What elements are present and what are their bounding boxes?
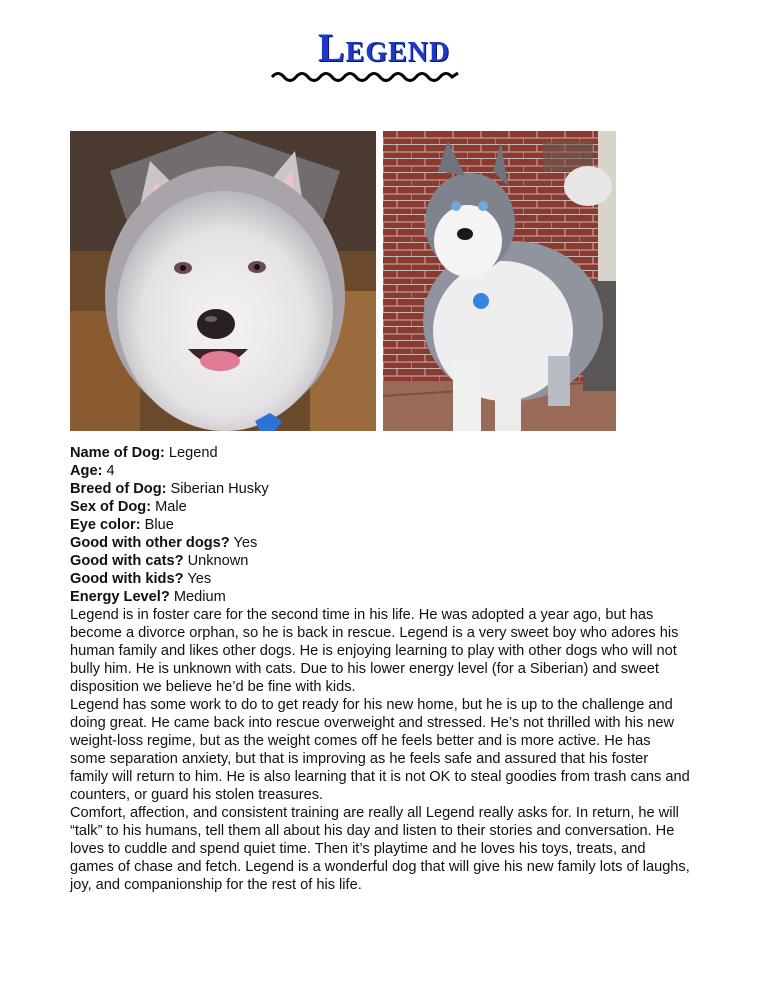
profile-eye-row: [70, 516, 690, 534]
energy-level-label: Energy Level?: [70, 589, 170, 605]
good-with-cats-value: Unknown: [187, 553, 249, 569]
story-paragraph-2: Legend has some work to do to get ready for his new home, but he is up to the challenge and doing great. He came back into rescue overweight and stressed. He’s not thrilled with his new weight-loss regime, but as the weight comes off he feels better and is more active. He has some separation anxiety, but that is improving as he feels safe and assured that his foster family will return to him. He is also learning that it is not OK to steal goodies from trash cans and counters, or guard his stolen treasures.: [70, 697, 690, 803]
good-with-cats-label: Good with cats?: [70, 553, 184, 569]
age-label: Age:: [70, 463, 103, 479]
good-with-dogs-label: Good with other dogs?: [70, 535, 230, 551]
story-paragraph-3: Comfort, affection, and consistent training are really all Legend really asks for. In return, he will “talk” to his humans, tell them all about his day and listen to their stories and conversation. He loves to cuddle and spend quiet time. Then it’s playtime and he loves his toys, treats, and games of chase and fetch. Legend is a wonderful dog that will give his new family lots of laughs, joy, and companionship for the rest of his life.: [70, 805, 690, 893]
husky-face-closeup-photo: [70, 131, 376, 431]
story-paragraph-1: Legend is in foster care for the second time in his life. He was adopted a year ago, but has become a divorce orphan, so he is back in rescue. Legend is a very sweet boy who adores his human family and likes other dogs. He is enjoying learning to play with other dogs who will not bully him. He is unknown with cats. Due to his lower energy level (for a Siberian) and sweet disposition we believe he’d be fine with kids.: [70, 607, 679, 695]
profile-age-row: [70, 462, 690, 480]
profile-sex-row: [70, 498, 690, 516]
good-with-kids-value: Yes: [187, 571, 212, 587]
dog-profile: [70, 444, 690, 894]
husky-standing-photo: [383, 131, 616, 431]
good-with-kids-label: Good with kids?: [70, 571, 184, 587]
profile-energy-row: [70, 588, 690, 606]
name-value: Legend: [168, 445, 218, 461]
eye-color-value: Blue: [144, 517, 174, 533]
profile-cats-row: [70, 552, 690, 570]
good-with-dogs-value: Yes: [233, 535, 258, 551]
profile-name-row: [70, 444, 690, 462]
breed-value: Siberian Husky: [170, 481, 269, 497]
wave-divider-icon: [270, 68, 460, 82]
profile-breed-row: [70, 480, 690, 498]
sex-label: Sex of Dog:: [70, 499, 152, 515]
name-label: Name of Dog:: [70, 445, 165, 461]
breed-label: Breed of Dog:: [70, 481, 167, 497]
sex-value: Male: [155, 499, 187, 515]
profile-kids-row: [70, 570, 690, 588]
age-value: 4: [106, 463, 115, 479]
eye-color-label: Eye color:: [70, 517, 141, 533]
profile-dogs-row: [70, 534, 690, 552]
energy-level-value: Medium: [173, 589, 226, 605]
page-title: Legend: [317, 25, 451, 70]
